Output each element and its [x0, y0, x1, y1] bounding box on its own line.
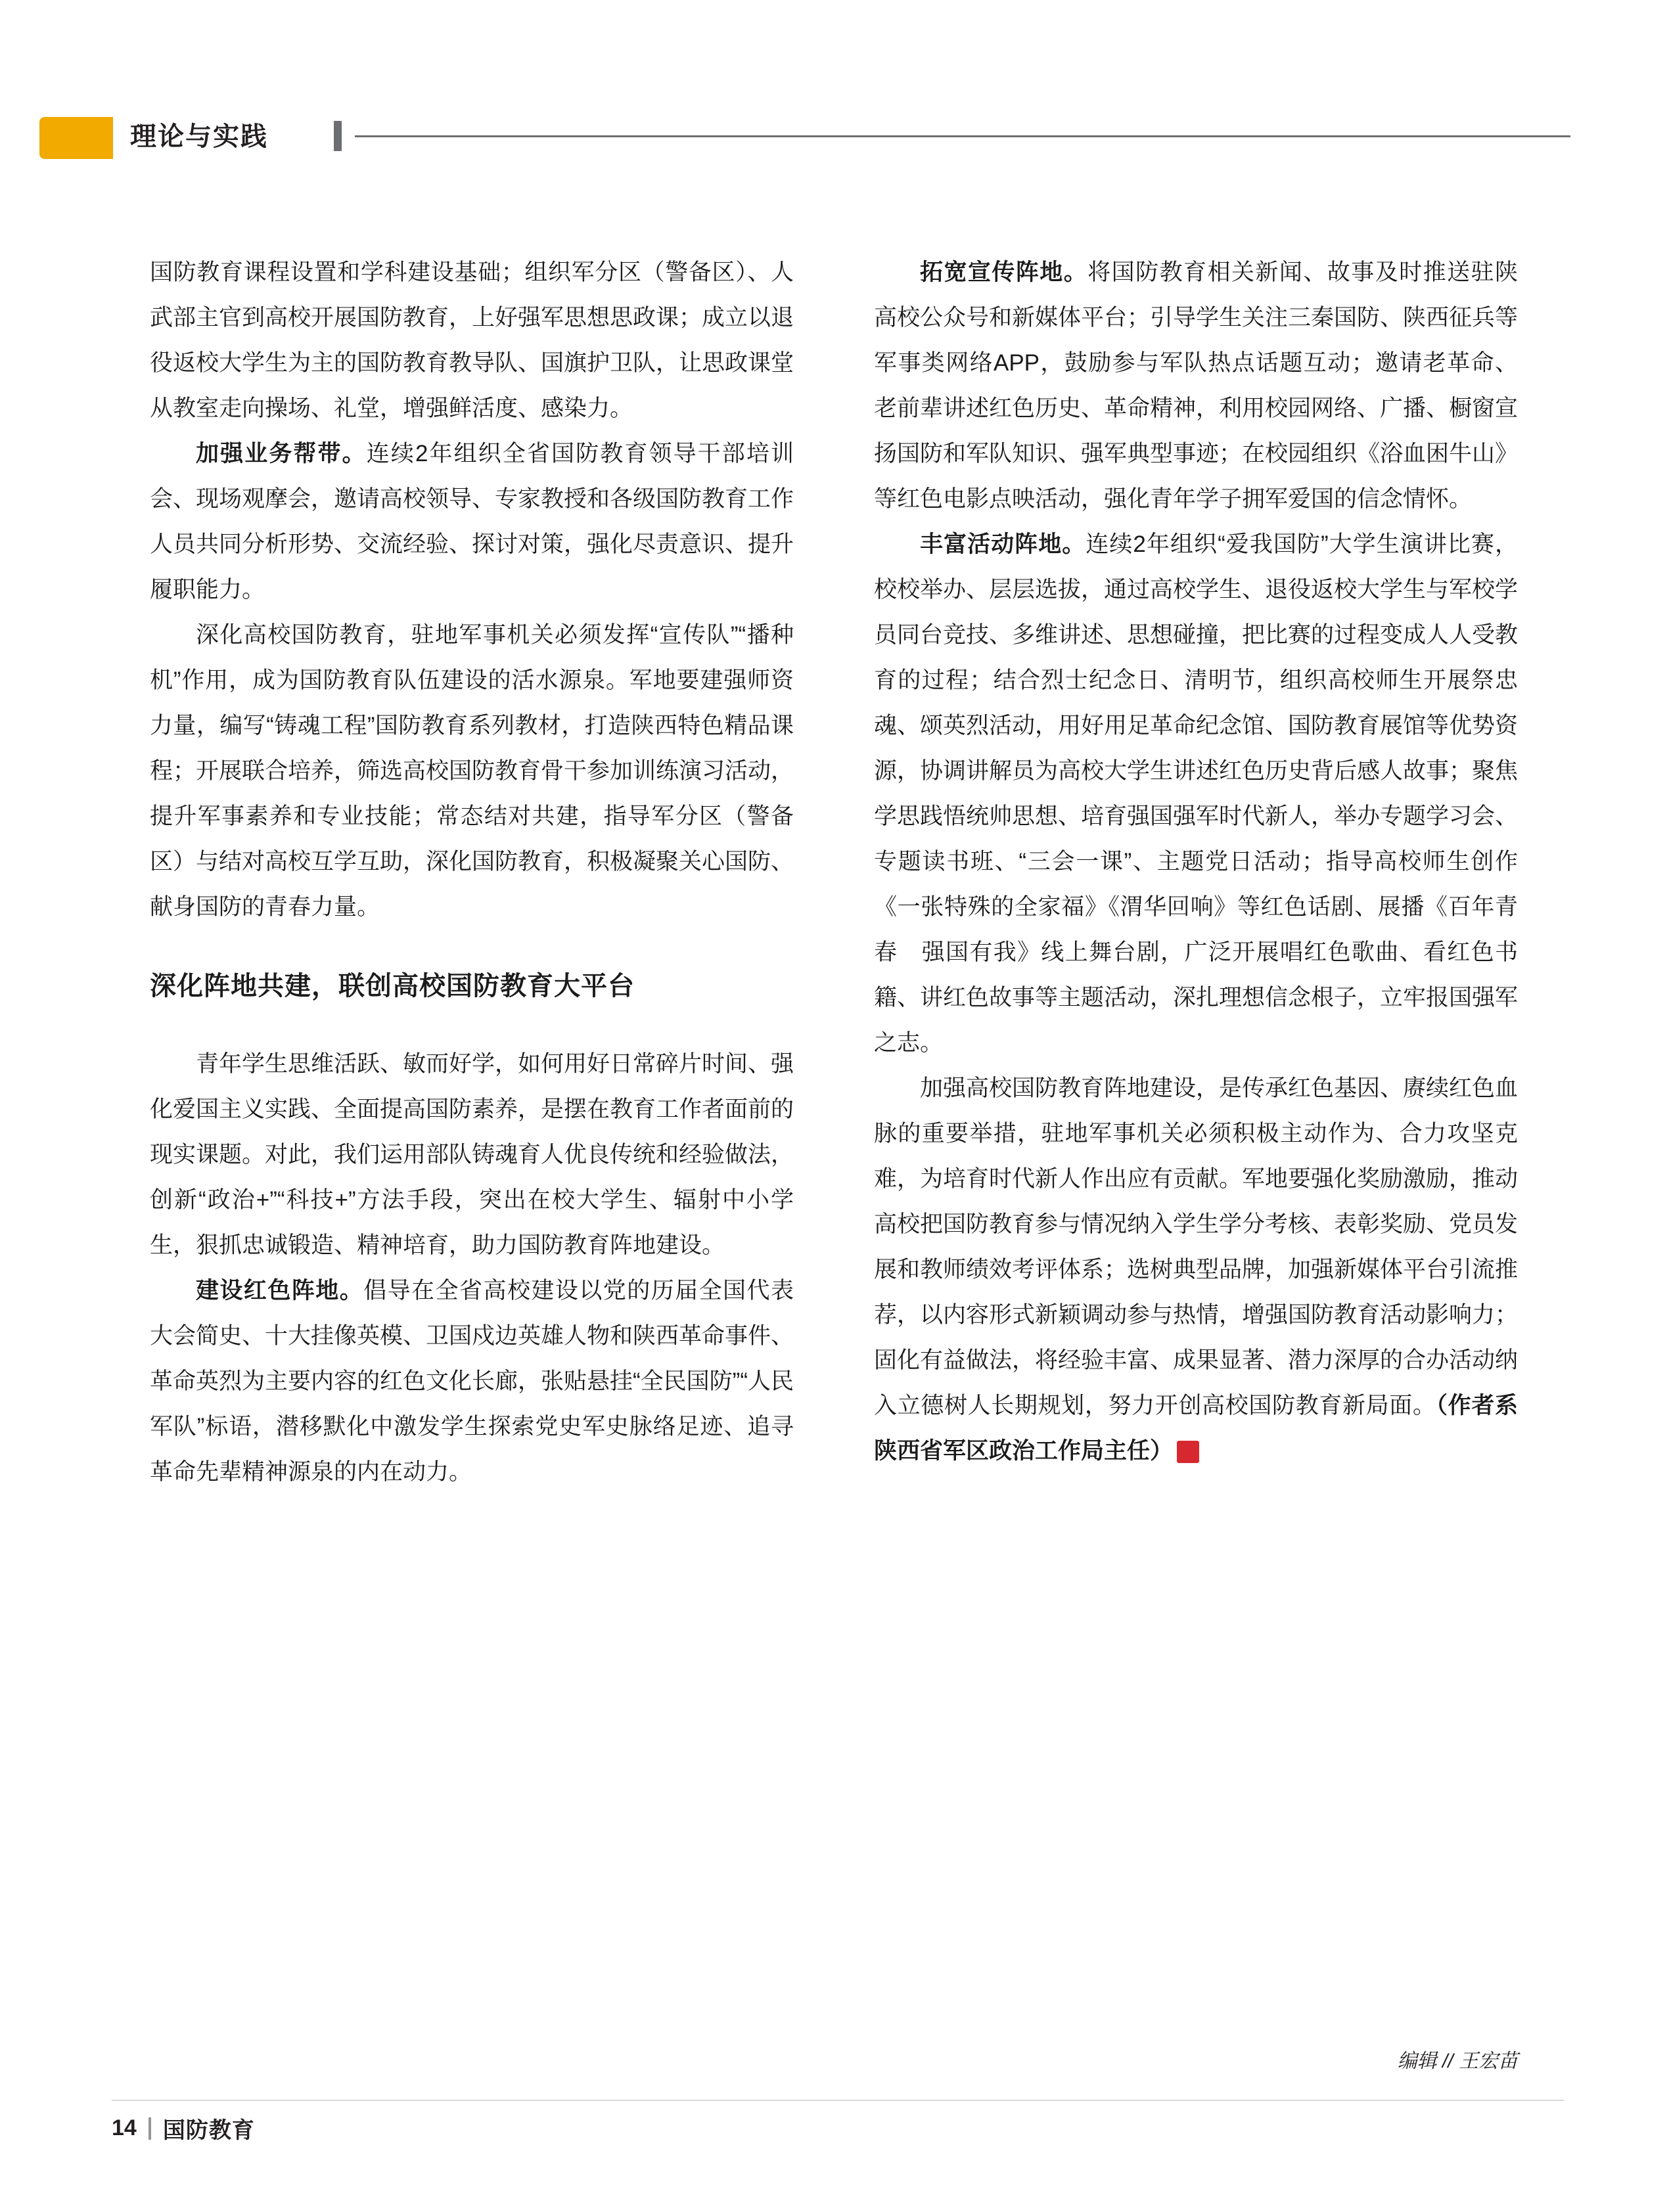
paragraph-lead: 加强业务帮带。	[196, 441, 367, 466]
editor-credit: 编辑 // 王宏苗	[1397, 2050, 1518, 2072]
paragraph-lead: 丰富活动阵地。	[920, 531, 1086, 557]
paragraph	[874, 1066, 1518, 1474]
paragraph-text: 深化高校国防教育，驻地军事机关必须发挥“宣传队”“播种机”作用，成为国防教育队伍建设的活水源泉。军地要建强师资力量，编写“铸魂工程”国防教育系列教材，打造陕西特色精品课程；开展联合培养，筛选高校国防教育骨干参加训练演习活动，提升军事素养和专业技能；常态结对共建，指导军分区（警备区）与结对高校互学互助，深化国防教育，积极凝聚关心国防、献身国防的青春力量。	[150, 622, 794, 920]
paragraph-text: 加强高校国防教育阵地建设，是传承红色基因、赓续红色血脉的重要举措，驻地军事机关必须积极主动作为、合力攻坚克难，为培育时代新人作出应有贡献。军地要强化奖励激励，推动高校把国防教育参与情况纳入学生学分考核、表彰奖励、党员发展和教师绩效考评体系；选树典型品牌，加强新媒体平台引流推荐，以内容形式新颖调动参与热情，增强国防教育活动影响力；固化有益做法，将经验丰富、成果显著、潜力深厚的合办活动纳入立德树人长期规划，努力开创高校国防教育新局面。	[874, 1075, 1519, 1418]
paragraph	[874, 250, 1518, 522]
page-footer	[112, 2112, 255, 2144]
article-column-right	[874, 250, 1518, 1474]
paragraph-text: 将国防教育相关新闻、故事及时推送驻陕高校公众号和新媒体平台；引导学生关注三秦国防、陕西征兵等军事类网络APP，鼓励参与军队热点话题互动；邀请老革命、老前辈讲述红色历史、革命精神，利用校园网络、广播、橱窗宣扬国防和军队知识、强军典型事迹；在校园组织《浴血困牛山》等红色电影点映活动，强化青年学子拥军爱国的信念情怀。	[874, 260, 1519, 512]
paragraph-text: 青年学生思维活跃、敏而好学，如何用好日常碎片时间、强化爱国主义实践、全面提高国防素养，是摆在教育工作者面前的现实课题。对此，我们运用部队铸魂育人优良传统和经验做法，创新“政治+”“科技+”方法手段，突出在校大学生、辐射中小学生，狠抓忠诚锻造、精神培育，助力国防教育阵地建设。	[150, 1051, 794, 1258]
header-category-title: 理论与实践	[130, 122, 268, 151]
header-accent-tab	[39, 117, 113, 159]
paragraph	[150, 612, 794, 930]
paragraph-text: 连续2年组织“爱我国防”大学生演讲比赛，校校举办、层层选拔，通过高校学生、退役返校大学生与军校学员同台竞技、多维讲述、思想碰撞，把比赛的过程变成人人受教育的过程；结合烈士纪念日、清明节，组织高校师生开展祭忠魂、颂英烈活动，用好用足革命纪念馆、国防教育展馆等优势资源，协调讲解员为高校大学生讲述红色历史背后感人故事；聚焦学思践悟统帅思想、培育强国强军时代新人，举办专题学习会、专题读书班、“三会一课”、主题党日活动；指导高校师生创作《一张特殊的全家福》《渭华回响》等红色话剧、展播《百年青春 强国有我》线上舞台剧，广泛开展唱红色歌曲、看红色书籍、讲红色故事等主题活动，深扎理想信念根子，立牢报国强军之志。	[874, 531, 1519, 1056]
footer-separator-icon	[149, 2117, 151, 2140]
footer-publication-label: 国防教育	[162, 2118, 255, 2143]
section-heading: 深化阵地共建，联创高校国防教育大平台	[150, 972, 635, 1001]
paragraph-lead: 建设红色阵地。	[196, 1278, 364, 1303]
page-header	[39, 110, 1570, 169]
paragraph	[874, 522, 1518, 1066]
paragraph	[150, 1268, 794, 1495]
header-divider-rule	[355, 135, 1570, 137]
paragraph-text: 倡导在全省高校建设以党的历届全国代表大会简史、十大挂像英模、卫国戍边英雄人物和陕西革命事件、革命英烈为主要内容的红色文化长廊，张贴悬挂“全民国防”“人民军队”标语，潜移默化中激发学生探索党史军史脉络足迹、追寻革命先辈精神源泉的内在动力。	[150, 1278, 794, 1485]
paragraph	[150, 250, 794, 431]
footer-divider-rule	[112, 2100, 1564, 2101]
paragraph	[150, 431, 794, 612]
header-bar-mark-icon	[334, 121, 342, 151]
paragraph-lead: 拓宽宣传阵地。	[920, 260, 1088, 285]
paragraph-text: 国防教育课程设置和学科建设基础；组织军分区（警备区）、人武部主官到高校开展国防教育，上好强军思想思政课；成立以退役返校大学生为主的国防教育教导队、国旗护卫队，让思政课堂从教室走向操场、礼堂，增强鲜活度、感染力。	[150, 260, 794, 421]
paragraph-text: 连续2年组织全省国防教育领导干部培训会、现场观摩会，邀请高校领导、专家教授和各级国防教育工作人员共同分析形势、交流经验、探讨对策，强化尽责意识、提升履职能力。	[150, 441, 794, 602]
article-column-left	[150, 250, 794, 1495]
footer-page-number: 14	[112, 2115, 137, 2140]
article-end-mark-icon: G	[1177, 1441, 1199, 1463]
paragraph	[150, 1041, 794, 1268]
paragraph-author-note: （作者系陕西省军区政治工作局主任）	[874, 1393, 1518, 1464]
